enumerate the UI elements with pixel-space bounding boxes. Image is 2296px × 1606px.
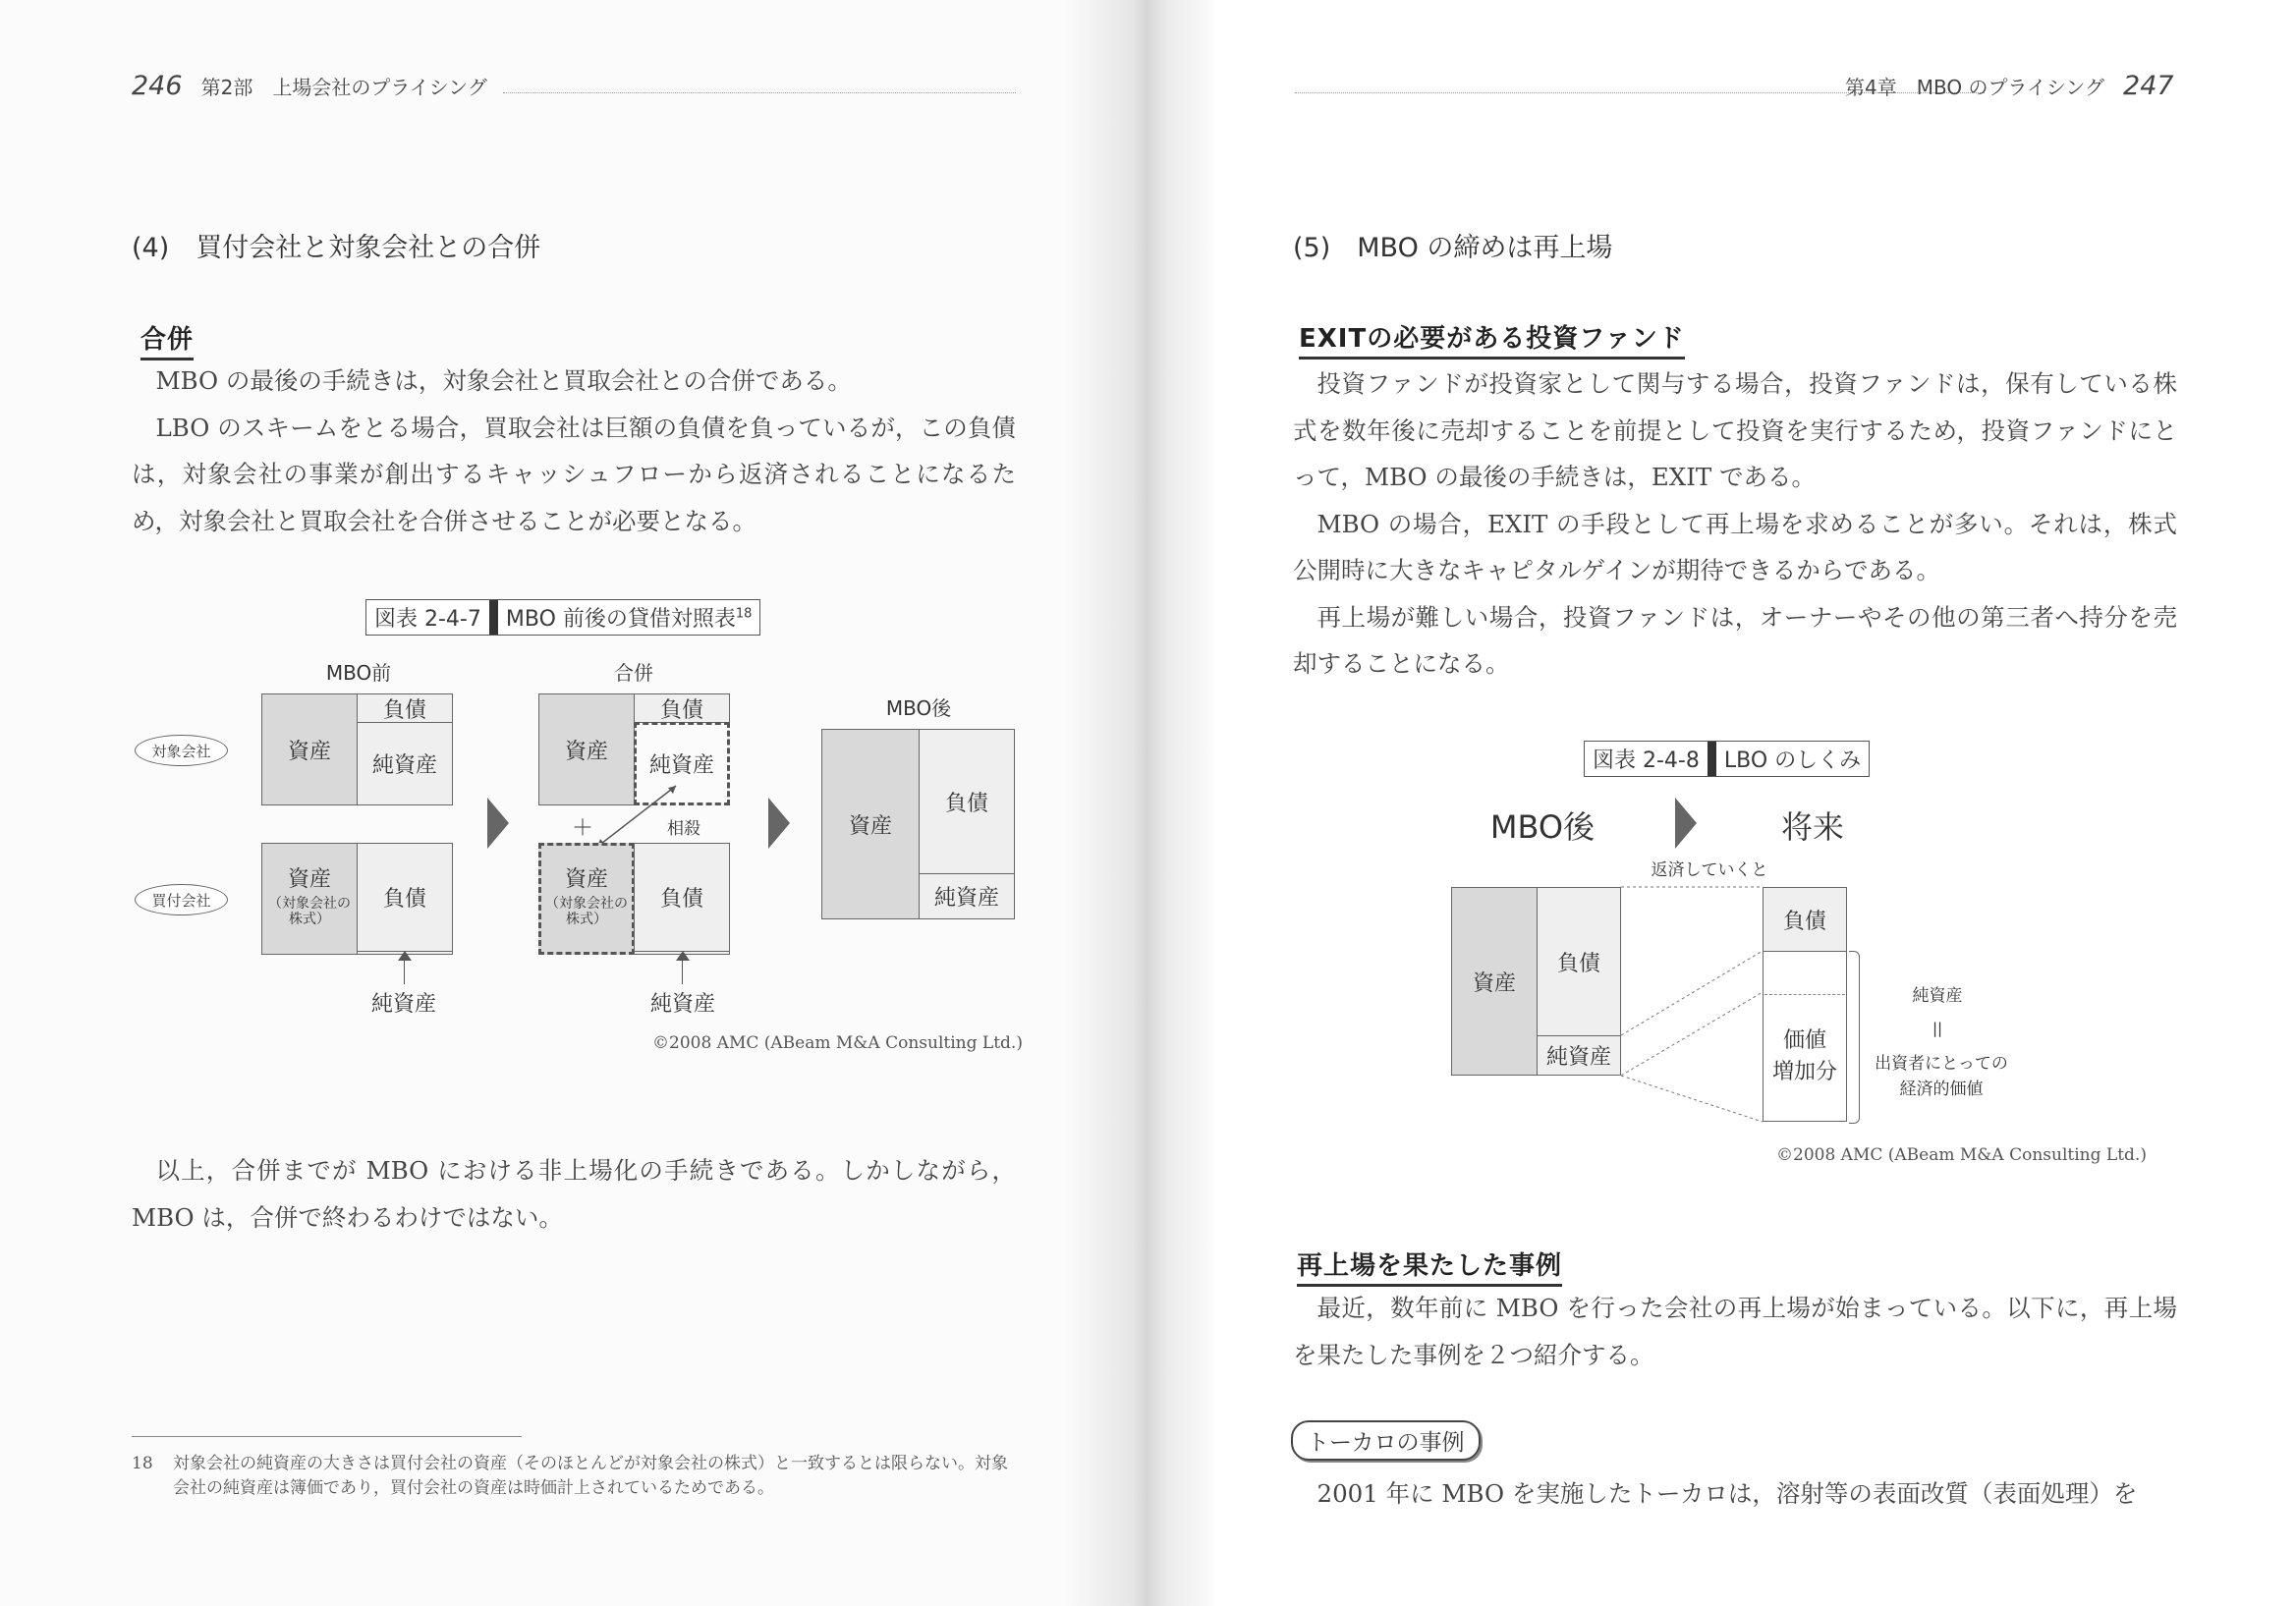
paragraph: MBO の場合，EXIT の手段として再上場を求めることが多い。それは，株式公開時に大きなキャピタルゲインが期待できるからである。 (1293, 509, 2177, 584)
running-head-left (132, 71, 487, 101)
paragraph: 以上，合併までが MBO における非上場化の手続きである。しかしながら，MBO は，合併で終わるわけではない。 (132, 1156, 1016, 1232)
col-label-after: MBO後 (885, 695, 952, 720)
body-text (1293, 1470, 2177, 1518)
net-asset-label: 純資産 (1545, 1045, 1611, 1070)
liability-label: 負債 (659, 886, 703, 912)
col-label-merge: 合併 (614, 660, 653, 685)
value-increase-label: 価値 増加分 (1771, 1028, 1837, 1084)
equals-sign: || (1932, 1020, 1943, 1037)
connector-lines (1619, 884, 1766, 1130)
footnote-rule (132, 1436, 522, 1437)
arrow-up-icon (398, 951, 412, 961)
running-head-right (1845, 71, 2174, 101)
net-asset-label: 純資産 (648, 753, 714, 778)
paragraph: 投資ファンドが投資家として関与する場合，投資ファンドは，保有している株式を数年後に売却することを前提として投資を実行するため，投資ファンドにとって，MBO の最後の手続きは，EXIT である。 (1293, 369, 2177, 491)
body-text (132, 358, 1016, 544)
arrow-right-icon (487, 798, 509, 849)
figure-title: LBO のしくみ (1723, 748, 1862, 773)
asset-label: 資産 (1472, 970, 1516, 996)
asset-label: 資産 (848, 813, 892, 839)
figure-number: 図表 2-4-7 (366, 600, 498, 635)
row-label-acquirer: 買付会社 (135, 884, 228, 915)
paragraph: MBO の最後の手続きは，対象会社と買取会社との合併である。 (155, 366, 852, 395)
bracket (1849, 951, 1860, 1124)
asset-label: 資産 (287, 866, 331, 892)
running-head-text: 第4章 MBO のプライシング (1845, 76, 2104, 99)
figure-caption (1584, 741, 1870, 777)
body-text (1293, 360, 2177, 688)
section-heading: (5) MBO の締めは再上場 (1293, 233, 1613, 263)
figure-number: 図表 2-4-8 (1585, 742, 1716, 776)
paragraph: 再上場が難しい場合，投資ファンドは，オーナーやその他の第三者へ持分を売却することになる。 (1293, 602, 2177, 678)
liability-label: 負債 (382, 886, 426, 912)
footnote-number: 18 (132, 1454, 153, 1473)
subheading: EXITの必要がある投資ファンド (1299, 318, 1685, 360)
asset-sub-label: （対象会社の株式） (545, 896, 628, 927)
asset-label: 資産 (287, 739, 331, 764)
liability-label: 負債 (382, 697, 426, 723)
case-label: トーカロの事例 (1291, 1420, 1481, 1461)
footnote-text: 対象会社の純資産の大きさは買付会社の資産（そのほとんどが対象会社の株式）と一致するとは限らない。対象会社の純資産は簿価であり，買付会社の資産は時価計上されているためである。 (173, 1454, 1008, 1498)
figure-copyright: ©2008 AMC (ABeam M&A Consulting Ltd.) (1776, 1145, 2147, 1165)
running-head-text: 第2部 上場会社のプライシング (200, 76, 487, 99)
right-page (1149, 0, 2296, 1606)
header-rule (503, 92, 1016, 93)
asset-label: 資産 (564, 739, 608, 764)
net-asset-callout: 純資産 (370, 991, 436, 1017)
equals-net-asset: 純資産 (1912, 985, 1963, 1006)
net-asset-label: 純資産 (371, 753, 437, 778)
page-number: 247 (2123, 71, 2174, 101)
subheading: 合併 (140, 319, 194, 360)
page-number: 246 (132, 71, 183, 101)
net-asset-callout: 純資産 (649, 991, 715, 1017)
asset-label: 資産 (564, 866, 608, 892)
arrow-right-icon (768, 798, 790, 849)
col-label-before: MBO前 (325, 660, 392, 685)
row-label-target: 対象会社 (135, 735, 228, 766)
figure-title-text: MBO 前後の貸借対照表 (505, 607, 736, 632)
subheading: 再上場を果たした事例 (1297, 1246, 1562, 1287)
paragraph: 2001 年に MBO を実施したトーカロは，溶射等の表面改質（表面処理）を (1316, 1479, 2138, 1508)
liability-label: 負債 (1556, 951, 1600, 976)
section-heading: (4) 買付会社と対象会社との合併 (132, 233, 541, 263)
arrow-up-icon (676, 951, 690, 961)
liability-label: 負債 (659, 697, 703, 723)
net-asset-label: 純資産 (933, 886, 999, 911)
asset-sub-label: （対象会社の株式） (268, 896, 351, 927)
arrow-right-icon (1675, 798, 1697, 849)
body-text (1293, 1285, 2177, 1378)
repay-label: 返済していくと (1651, 859, 1768, 880)
paragraph: 最近，数年前に MBO を行った会社の再上場が始まっている。以下に，再上場を果たした事例を２つ紹介する。 (1293, 1294, 2177, 1369)
closing-text (132, 1147, 1016, 1241)
offset-label: 相殺 (667, 818, 700, 839)
economic-value-label: 出資者にとっての 経済的価値 (1875, 1054, 2008, 1099)
figure-title (498, 600, 760, 635)
figure-caption (365, 599, 760, 636)
liability-label: 負債 (944, 791, 988, 816)
divider-dashed (1764, 994, 1845, 995)
label-future: 将来 (1780, 808, 1844, 846)
liability-label: 負債 (1782, 909, 1826, 934)
paragraph: LBO のスキームをとる場合，買取会社は巨額の負債を負っているが，この負債は，対象会社の事業が創出するキャッシュフローから返済されることになるため，対象会社と買取会社を合併させることが必要となる。 (132, 413, 1016, 535)
footnote-ref: 18 (735, 606, 753, 622)
footnote (132, 1452, 1016, 1501)
label-mbo-after: MBO後 (1489, 808, 1596, 846)
left-page (0, 0, 1130, 1606)
plus-sign: ＋ (571, 815, 593, 841)
figure-copyright: ©2008 AMC (ABeam M&A Consulting Ltd.) (652, 1033, 1023, 1053)
